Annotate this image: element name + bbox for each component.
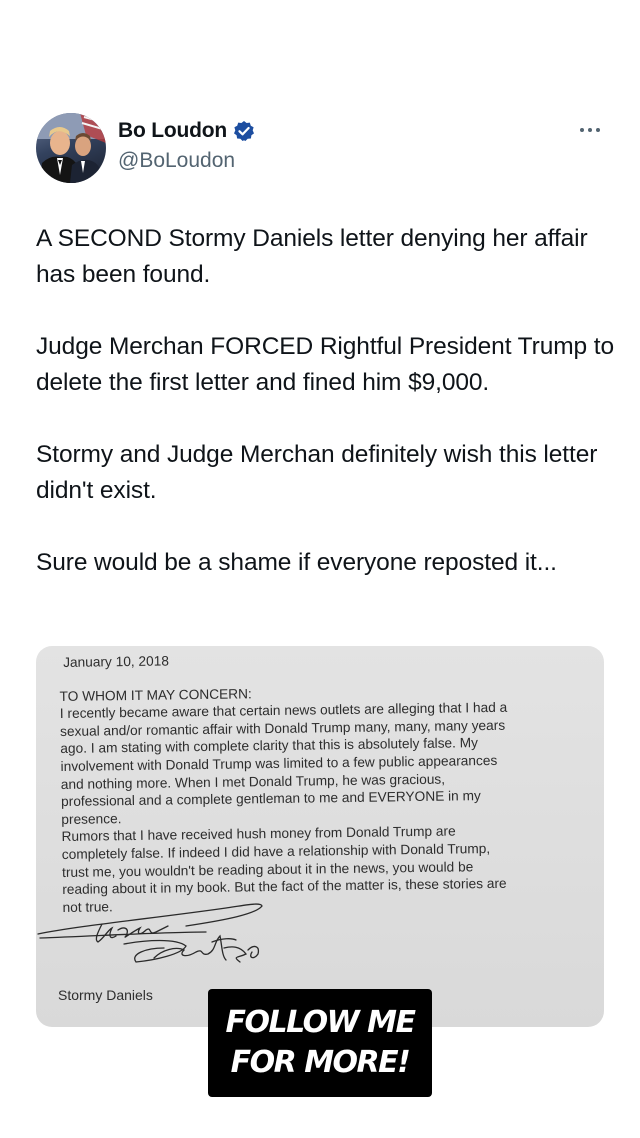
- letter-line: involvement with Donald Trump was limited to a few public appearances: [60, 752, 498, 774]
- post-paragraph-3: Stormy and Judge Merchan definitely wish this letter didn't exist.: [36, 441, 598, 504]
- letter-line: professional and a complete gentleman to me and EVERYONE in my: [60, 788, 481, 810]
- letter-line: I recently became aware that certain news outlets are alleging that I had a: [59, 699, 508, 722]
- letter-line: not true.: [62, 898, 113, 915]
- letter-signature-name: Stormy Daniels: [58, 987, 153, 1003]
- post-text: [36, 221, 616, 617]
- letter-line: trust me, you wouldn't be reading about it in the news, you would be: [61, 858, 474, 880]
- post-paragraph-1: A SECOND Stormy Daniels letter denying her affair has been found.: [36, 225, 588, 288]
- letter-line: TO WHOM IT MAY CONCERN:: [59, 685, 252, 704]
- letter-document: [59, 646, 583, 916]
- author-avatar[interactable]: [36, 113, 106, 183]
- overlay-line-2: FOR MORE!: [230, 1045, 410, 1080]
- letter-line: completely false. If indeed I did have a relationship with Donald Trump,: [61, 840, 491, 862]
- more-horizontal-icon[interactable]: [578, 120, 606, 140]
- verified-badge-icon: [233, 120, 255, 142]
- letter-date: January 10, 2018: [63, 653, 170, 670]
- letter-line: sexual and/or romantic affair with Donald Trump many, many, many years: [60, 717, 506, 739]
- letter-line: and nothing more. When I met Donald Trump, he was gracious,: [60, 771, 446, 792]
- overlay-line-1: FOLLOW ME: [225, 1005, 415, 1040]
- handwritten-signature: [36, 896, 296, 991]
- author-name-row[interactable]: [118, 119, 255, 143]
- author-display-name[interactable]: Bo Loudon: [118, 119, 227, 142]
- post-paragraph-2: Judge Merchan FORCED Rightful President Trump to delete the first letter and fined him $9,000.: [36, 333, 614, 396]
- author-handle[interactable]: @BoLoudon: [118, 149, 236, 172]
- letter-line: Rumors that I have received hush money from Donald Trump are: [61, 823, 456, 845]
- post-paragraph-4: Sure would be a shame if everyone reposted it...: [36, 549, 557, 576]
- letter-line: ago. I am stating with complete clarity that this is absolutely false. My: [60, 735, 479, 757]
- letter-line: presence.: [61, 810, 122, 827]
- follow-me-overlay-sticker: [208, 989, 432, 1097]
- letter-line: reading about it in my book. But the fact of the matter is, these stories are: [62, 875, 507, 898]
- attached-letter-image[interactable]: [36, 646, 604, 1027]
